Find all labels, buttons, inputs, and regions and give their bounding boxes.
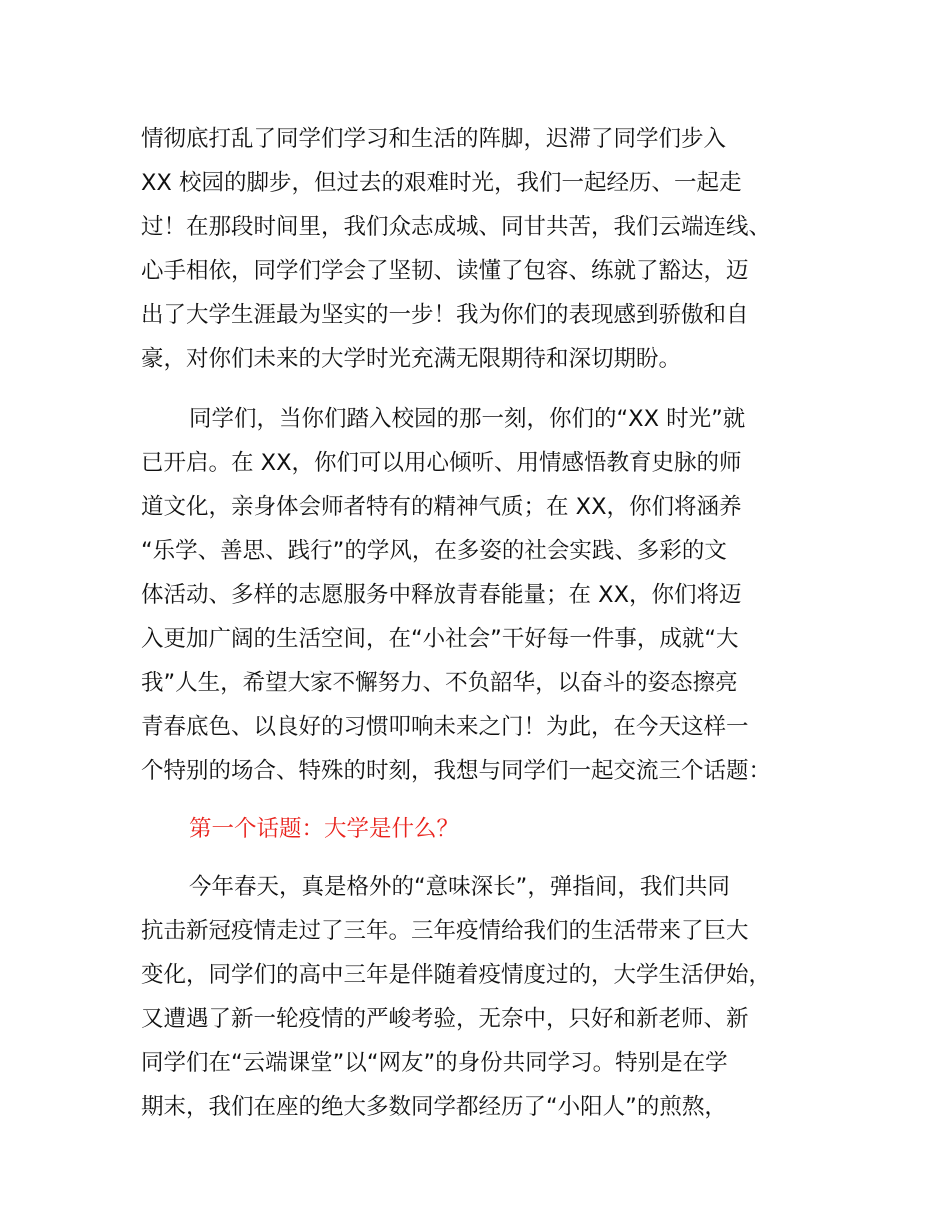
paragraph-2-line-9: 个特别的场合、特殊的时刻，我想与同学们一起交流三个话题： <box>141 758 772 784</box>
paragraph-1-line-1: 情彻底打乱了同学们学习和生活的阵脚，迟滞了同学们步入 <box>141 126 727 152</box>
paragraph-3-line-5: 同学们在“云端课堂”以“网友”的身份共同学习。特别是在学 <box>141 1050 728 1076</box>
paragraph-1-line-4: 心手相依，同学们学会了坚韧、读懂了包容、练就了豁达，迈 <box>141 258 749 284</box>
paragraph-2-line-7: 我”人生，希望大家不懈努力、不负韶华，以奋斗的姿态擦亮 <box>141 670 738 696</box>
paragraph-3-line-3: 变化，同学们的高中三年是伴随着疫情度过的，大学生活伊始， <box>141 962 772 988</box>
paragraph-2-line-6: 入更加广阔的生活空间，在“小社会”干好每一件事，成就“大 <box>141 626 739 652</box>
paragraph-2-line-1: 同学们，当你们踏入校园的那一刻，你们的“XX 时光”就 <box>189 406 746 432</box>
paragraph-1-line-2: XX 校园的脚步，但过去的艰难时光，我们一起经历、一起走 <box>141 170 742 196</box>
paragraph-3-line-2: 抗击新冠疫情走过了三年。三年疫情给我们的生活带来了巨大 <box>141 918 749 944</box>
paragraph-1-line-5: 出了大学生涯最为坚实的一步！我为你们的表现感到骄傲和自 <box>141 302 749 328</box>
paragraph-2-line-4: “乐学、善思、践行”的学风，在多姿的社会实践、多彩的文 <box>141 538 727 564</box>
paragraph-3-line-1: 今年春天，真是格外的“意味深长”，弹指间，我们共同 <box>189 874 730 900</box>
paragraph-1-line-3: 过！在那段时间里，我们众志成城、同甘共苦，我们云端连线、 <box>141 214 772 240</box>
paragraph-3-line-6: 期末，我们在座的绝大多数同学都经历了“小阳人”的煎熬， <box>141 1094 727 1120</box>
paragraph-2-line-2: 已开启。在 XX，你们可以用心倾听、用情感悟教育史脉的师 <box>141 450 742 476</box>
paragraph-2-line-8: 青春底色、以良好的习惯叩响未来之门！为此，在今天这样一 <box>141 714 749 740</box>
paragraph-3-line-4: 又遭遇了新一轮疫情的严峻考验，无奈中，只好和新老师、新 <box>141 1006 749 1032</box>
paragraph-2-line-3: 道文化，亲身体会师者特有的精神气质；在 XX，你们将涵养 <box>141 494 742 520</box>
paragraph-2-line-5: 体活动、多样的志愿服务中释放青春能量；在 XX，你们将迈 <box>141 582 742 608</box>
paragraph-1-line-6: 豪，对你们未来的大学时光充满无限期待和深切期盼。 <box>141 346 682 372</box>
section-heading: 第一个话题：大学是什么？ <box>189 816 460 842</box>
